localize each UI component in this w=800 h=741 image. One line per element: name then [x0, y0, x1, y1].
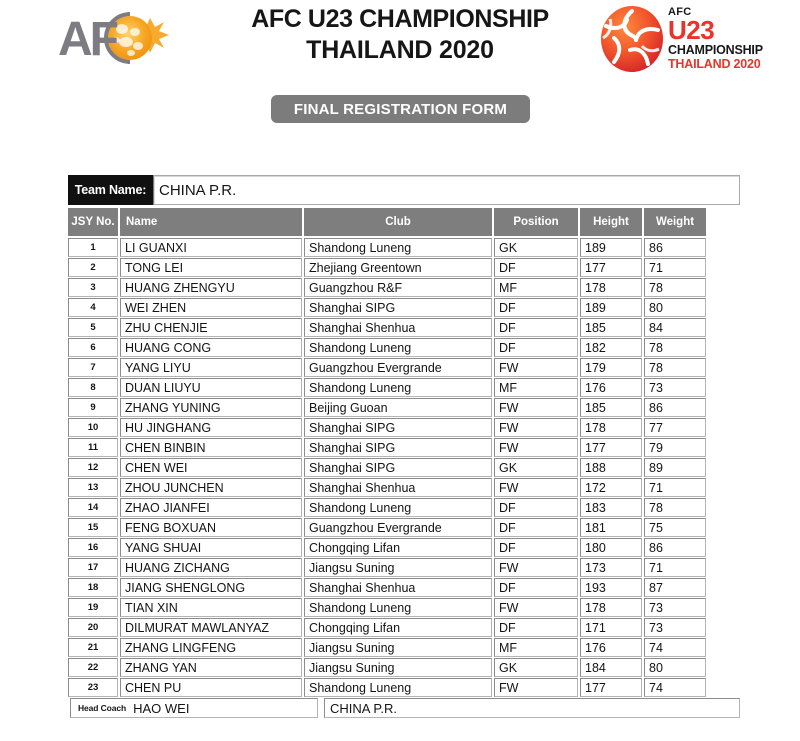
cell-player-name[interactable]: DILMURAT MAWLANYAZ — [120, 618, 302, 637]
cell-weight[interactable]: 74 — [644, 678, 706, 697]
cell-jsy-no[interactable]: 1 — [68, 238, 118, 257]
cell-club[interactable]: Shandong Luneng — [304, 378, 492, 397]
cell-jsy-no[interactable]: 2 — [68, 258, 118, 277]
cell-jsy-no[interactable]: 18 — [68, 578, 118, 597]
table-row — [68, 298, 740, 317]
cell-position[interactable]: GK — [494, 658, 578, 677]
cell-club[interactable]: Shandong Luneng — [304, 598, 492, 617]
cell-player-name[interactable]: TONG LEI — [120, 258, 302, 277]
cell-position[interactable]: FW — [494, 438, 578, 457]
head-coach-value: HAO WEI — [133, 700, 190, 716]
cell-player-name[interactable]: HUANG CONG — [120, 338, 302, 357]
cell-club[interactable]: Guangzhou Evergrande — [304, 518, 492, 537]
cell-player-name[interactable]: JIANG SHENGLONG — [120, 578, 302, 597]
cell-player-name[interactable]: CHEN BINBIN — [120, 438, 302, 457]
cell-jsy-no[interactable]: 23 — [68, 678, 118, 697]
cell-club[interactable]: Shandong Luneng — [304, 238, 492, 257]
cell-weight[interactable]: 87 — [644, 578, 706, 597]
cell-position[interactable]: FW — [494, 558, 578, 577]
cell-position[interactable]: FW — [494, 418, 578, 437]
cell-jsy-no[interactable]: 4 — [68, 298, 118, 317]
cell-player-name[interactable]: CHEN PU — [120, 678, 302, 697]
cell-jsy-no[interactable]: 17 — [68, 558, 118, 577]
cell-weight[interactable]: 86 — [644, 538, 706, 557]
cell-height[interactable]: 189 — [580, 238, 642, 257]
table-row — [68, 538, 740, 557]
cell-weight[interactable]: 73 — [644, 618, 706, 637]
cell-position[interactable]: DF — [494, 578, 578, 597]
cell-player-name[interactable]: WEI ZHEN — [120, 298, 302, 317]
column-header-weight: Weight — [644, 208, 706, 236]
cell-height[interactable]: 177 — [580, 678, 642, 697]
cell-position[interactable]: DF — [494, 258, 578, 277]
table-row — [68, 278, 740, 297]
cell-height[interactable]: 176 — [580, 638, 642, 657]
cell-club[interactable]: Shanghai Shenhua — [304, 478, 492, 497]
cell-weight[interactable]: 80 — [644, 658, 706, 677]
cell-position[interactable]: MF — [494, 638, 578, 657]
cell-height[interactable]: 179 — [580, 358, 642, 377]
footer-row — [70, 698, 740, 718]
table-header-row — [68, 208, 740, 236]
cell-height[interactable]: 173 — [580, 558, 642, 577]
table-row — [68, 498, 740, 517]
cell-height[interactable]: 171 — [580, 618, 642, 637]
page-header — [0, 0, 800, 90]
table-row — [68, 438, 740, 457]
cell-club[interactable]: Guangzhou R&F — [304, 278, 492, 297]
cell-club[interactable]: Jiangsu Suning — [304, 638, 492, 657]
cell-position[interactable]: FW — [494, 598, 578, 617]
cell-jsy-no[interactable]: 19 — [68, 598, 118, 617]
cell-height[interactable]: 188 — [580, 458, 642, 477]
table-row — [68, 258, 740, 277]
cell-weight[interactable]: 74 — [644, 638, 706, 657]
column-header-name: Name — [120, 208, 302, 236]
cell-player-name[interactable]: ZHANG LINGFENG — [120, 638, 302, 657]
cell-player-name[interactable]: DUAN LIUYU — [120, 378, 302, 397]
cell-weight[interactable]: 73 — [644, 378, 706, 397]
cell-jsy-no[interactable]: 14 — [68, 498, 118, 517]
cell-jsy-no[interactable]: 7 — [68, 358, 118, 377]
cell-position[interactable]: DF — [494, 338, 578, 357]
cell-position[interactable]: GK — [494, 458, 578, 477]
cell-jsy-no[interactable]: 12 — [68, 458, 118, 477]
head-coach-label: Head Coach — [78, 703, 127, 713]
table-row — [68, 598, 740, 617]
table-row — [68, 478, 740, 497]
cell-position[interactable]: FW — [494, 678, 578, 697]
footer-team-name-field[interactable]: CHINA P.R. — [324, 698, 740, 718]
table-row — [68, 418, 740, 437]
cell-weight[interactable]: 80 — [644, 298, 706, 317]
cell-position[interactable]: DF — [494, 618, 578, 637]
cell-height[interactable]: 185 — [580, 398, 642, 417]
cell-club[interactable]: Shanghai SIPG — [304, 438, 492, 457]
table-row — [68, 678, 740, 697]
afc-logo — [38, 8, 183, 70]
cell-height[interactable]: 177 — [580, 258, 642, 277]
column-header-height: Height — [580, 208, 642, 236]
cell-jsy-no[interactable]: 3 — [68, 278, 118, 297]
cell-club[interactable]: Guangzhou Evergrande — [304, 358, 492, 377]
u23-ball-icon — [598, 4, 666, 74]
player-registration-table — [68, 208, 740, 698]
cell-player-name[interactable]: ZHOU JUNCHEN — [120, 478, 302, 497]
title-line-2: THAILAND 2020 — [306, 36, 494, 64]
cell-weight[interactable]: 86 — [644, 398, 706, 417]
table-row — [68, 578, 740, 597]
cell-jsy-no[interactable]: 21 — [68, 638, 118, 657]
cell-club[interactable]: Shandong Luneng — [304, 338, 492, 357]
cell-height[interactable]: 193 — [580, 578, 642, 597]
cell-club[interactable]: Shanghai SIPG — [304, 298, 492, 317]
cell-jsy-no[interactable]: 13 — [68, 478, 118, 497]
cell-club[interactable]: Jiangsu Suning — [304, 658, 492, 677]
table-row — [68, 238, 740, 257]
cell-weight[interactable]: 77 — [644, 418, 706, 437]
cell-height[interactable]: 178 — [580, 418, 642, 437]
cell-player-name[interactable]: LI GUANXI — [120, 238, 302, 257]
table-row — [68, 358, 740, 377]
cell-height[interactable]: 178 — [580, 598, 642, 617]
cell-position[interactable]: DF — [494, 538, 578, 557]
final-registration-form-badge: FINAL REGISTRATION FORM — [271, 95, 530, 123]
cell-player-name[interactable]: HU JINGHANG — [120, 418, 302, 437]
cell-position[interactable]: DF — [494, 498, 578, 517]
cell-weight[interactable]: 71 — [644, 558, 706, 577]
cell-jsy-no[interactable]: 16 — [68, 538, 118, 557]
cell-weight[interactable]: 79 — [644, 438, 706, 457]
cell-height[interactable]: 184 — [580, 658, 642, 677]
cell-player-name[interactable]: HUANG ZICHANG — [120, 558, 302, 577]
title-line-1: AFC U23 CHAMPIONSHIP — [251, 5, 549, 33]
cell-jsy-no[interactable]: 11 — [68, 438, 118, 457]
cell-position[interactable]: DF — [494, 518, 578, 537]
cell-club[interactable]: Zhejiang Greentown — [304, 258, 492, 277]
cell-position[interactable]: GK — [494, 238, 578, 257]
cell-jsy-no[interactable]: 9 — [68, 398, 118, 417]
cell-height[interactable]: 183 — [580, 498, 642, 517]
cell-club[interactable]: Shandong Luneng — [304, 498, 492, 517]
cell-height[interactable]: 178 — [580, 278, 642, 297]
page-title — [215, 4, 585, 66]
u23-logo-afc: AFC — [668, 6, 692, 18]
cell-jsy-no[interactable]: 5 — [68, 318, 118, 337]
cell-height[interactable]: 185 — [580, 318, 642, 337]
cell-club[interactable]: Shanghai SIPG — [304, 418, 492, 437]
cell-weight[interactable]: 71 — [644, 478, 706, 497]
cell-jsy-no[interactable]: 6 — [68, 338, 118, 357]
cell-club[interactable]: Shanghai SIPG — [304, 458, 492, 477]
table-row — [68, 458, 740, 477]
team-name-input[interactable]: CHINA P.R. — [153, 175, 740, 205]
cell-weight[interactable]: 78 — [644, 338, 706, 357]
cell-club[interactable]: Shanghai Shenhua — [304, 578, 492, 597]
cell-player-name[interactable]: FENG BOXUAN — [120, 518, 302, 537]
cell-jsy-no[interactable]: 10 — [68, 418, 118, 437]
u23-logo-u23: U23 — [668, 15, 715, 45]
u23-logo-thailand: THAILAND 2020 — [668, 57, 761, 71]
cell-player-name[interactable]: ZHANG YUNING — [120, 398, 302, 417]
u23-logo-championship: CHAMPIONSHIP — [668, 43, 763, 57]
cell-weight[interactable]: 86 — [644, 238, 706, 257]
table-row — [68, 558, 740, 577]
cell-position[interactable]: FW — [494, 478, 578, 497]
cell-position[interactable]: FW — [494, 398, 578, 417]
cell-height[interactable]: 182 — [580, 338, 642, 357]
table-row — [68, 398, 740, 417]
team-name-row — [68, 175, 740, 205]
column-header-club: Club — [304, 208, 492, 236]
team-name-label: Team Name: — [68, 175, 153, 205]
table-row — [68, 338, 740, 357]
table-row — [68, 618, 740, 637]
cell-weight[interactable]: 71 — [644, 258, 706, 277]
cell-club[interactable]: Chongqing Lifan — [304, 618, 492, 637]
cell-weight[interactable]: 78 — [644, 358, 706, 377]
cell-height[interactable]: 189 — [580, 298, 642, 317]
cell-player-name[interactable]: CHEN WEI — [120, 458, 302, 477]
cell-jsy-no[interactable]: 15 — [68, 518, 118, 537]
u23-championship-logo — [598, 2, 778, 76]
cell-jsy-no[interactable]: 8 — [68, 378, 118, 397]
cell-weight[interactable]: 73 — [644, 598, 706, 617]
cell-position[interactable]: MF — [494, 278, 578, 297]
table-row — [68, 378, 740, 397]
cell-player-name[interactable]: ZHAO JIANFEI — [120, 498, 302, 517]
cell-club[interactable]: Chongqing Lifan — [304, 538, 492, 557]
table-row — [68, 638, 740, 657]
svg-text:AF: AF — [58, 13, 116, 66]
cell-weight[interactable]: 89 — [644, 458, 706, 477]
cell-height[interactable]: 176 — [580, 378, 642, 397]
table-row — [68, 658, 740, 677]
cell-weight[interactable]: 84 — [644, 318, 706, 337]
cell-height[interactable]: 177 — [580, 438, 642, 457]
cell-player-name[interactable]: HUANG ZHENGYU — [120, 278, 302, 297]
cell-club[interactable]: Shanghai Shenhua — [304, 318, 492, 337]
cell-club[interactable]: Jiangsu Suning — [304, 558, 492, 577]
cell-weight[interactable]: 78 — [644, 278, 706, 297]
cell-height[interactable]: 180 — [580, 538, 642, 557]
cell-player-name[interactable]: YANG LIYU — [120, 358, 302, 377]
head-coach-field[interactable] — [70, 698, 318, 718]
cell-club[interactable]: Beijing Guoan — [304, 398, 492, 417]
cell-height[interactable]: 181 — [580, 518, 642, 537]
cell-player-name[interactable]: ZHU CHENJIE — [120, 318, 302, 337]
cell-player-name[interactable]: ZHANG YAN — [120, 658, 302, 677]
cell-position[interactable]: MF — [494, 378, 578, 397]
table-row — [68, 318, 740, 337]
cell-jsy-no[interactable]: 20 — [68, 618, 118, 637]
cell-player-name[interactable]: TIAN XIN — [120, 598, 302, 617]
cell-club[interactable]: Shandong Luneng — [304, 678, 492, 697]
cell-position[interactable]: DF — [494, 318, 578, 337]
table-row — [68, 518, 740, 537]
cell-player-name[interactable]: YANG SHUAI — [120, 538, 302, 557]
cell-jsy-no[interactable]: 22 — [68, 658, 118, 677]
column-header-jsy-no: JSY No. — [68, 208, 118, 236]
cell-weight[interactable]: 75 — [644, 518, 706, 537]
cell-weight[interactable]: 78 — [644, 498, 706, 517]
column-header-position: Position — [494, 208, 578, 236]
table-body — [68, 238, 740, 697]
cell-position[interactable]: DF — [494, 298, 578, 317]
cell-height[interactable]: 172 — [580, 478, 642, 497]
cell-position[interactable]: FW — [494, 358, 578, 377]
